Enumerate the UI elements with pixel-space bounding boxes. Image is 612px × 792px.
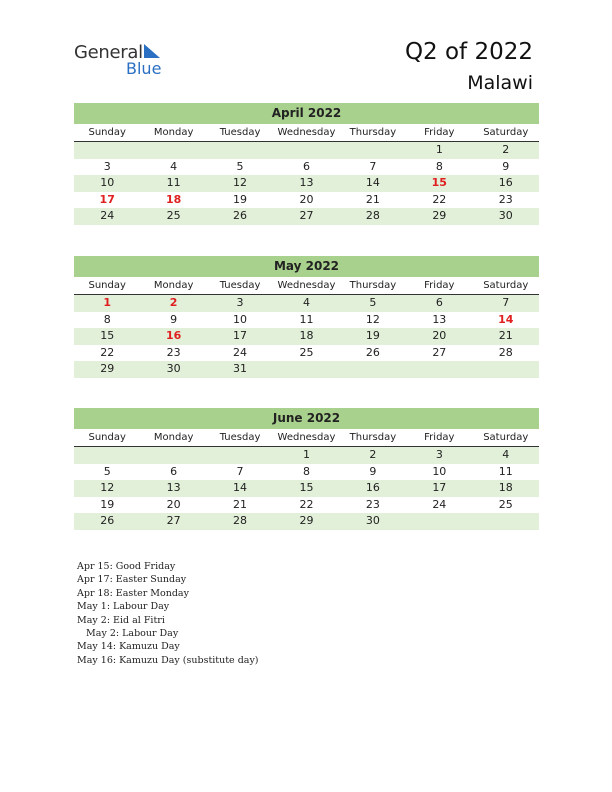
logo [74, 42, 184, 78]
day-cell: 6 [435, 296, 443, 309]
month-title: June 2022 [74, 408, 539, 429]
day-cell: 19 [233, 192, 248, 206]
day-cell: 11 [166, 176, 181, 190]
day-cell: 3 [435, 448, 443, 461]
weekday-label: Saturday [483, 280, 529, 291]
holiday-item: May 1: Labour Day [77, 601, 170, 613]
month-title: April 2022 [74, 103, 539, 124]
week-row [74, 208, 539, 225]
day-cell: 26 [100, 514, 115, 528]
month-june [74, 408, 539, 530]
day-cell: 7 [369, 159, 377, 173]
day-cell: 4 [502, 448, 510, 461]
day-cell: 14 [233, 481, 248, 495]
day-cell: 22 [100, 345, 115, 359]
day-cell [140, 447, 206, 464]
day-cell: 24 [233, 345, 248, 359]
day-cell: 22 [299, 497, 314, 511]
weekday-label: Tuesday [219, 432, 261, 443]
day-cell: 24 [432, 497, 447, 511]
day-cell: 8 [435, 159, 443, 173]
day-cell: 28 [233, 514, 248, 528]
week-row [74, 447, 539, 464]
weekday-label: Thursday [349, 280, 397, 291]
weekday-label: Sunday [88, 280, 126, 291]
day-cell: 7 [236, 464, 244, 478]
day-cell: 26 [233, 209, 248, 223]
day-cell [340, 361, 406, 378]
week-row [74, 192, 539, 209]
country-name: Malawi [467, 72, 533, 94]
day-cell: 27 [432, 345, 447, 359]
weekday-label: Monday [153, 280, 194, 291]
day-cell: 8 [103, 312, 111, 326]
holiday-list [77, 560, 259, 667]
day-cell: 12 [365, 312, 380, 326]
day-cell: 18 [299, 329, 314, 343]
week-row [74, 480, 539, 497]
day-cell: 4 [170, 159, 178, 173]
day-cell: 3 [236, 296, 244, 309]
week-row [74, 464, 539, 481]
day-cell: 24 [100, 209, 115, 223]
day-cell: 14 [498, 312, 514, 326]
day-cell: 6 [170, 464, 178, 478]
day-cell: 25 [498, 497, 513, 511]
day-cell: 13 [166, 481, 181, 495]
day-cell: 20 [432, 329, 447, 343]
logo-triangle-icon [140, 44, 164, 60]
day-cell [74, 447, 140, 464]
holiday-item: Apr 17: Easter Sunday [77, 574, 187, 586]
day-cell: 30 [498, 209, 513, 223]
day-cell: 28 [498, 345, 513, 359]
week-row [74, 159, 539, 176]
weekday-label: Wednesday [277, 127, 336, 138]
day-cell: 31 [233, 362, 248, 376]
weekday-label: Monday [153, 432, 194, 443]
day-cell: 29 [299, 514, 314, 528]
day-cell: 26 [365, 345, 380, 359]
day-cell: 9 [369, 464, 377, 478]
day-cell: 30 [166, 362, 181, 376]
day-cell: 20 [299, 192, 314, 206]
day-cell: 6 [302, 159, 310, 173]
day-cell: 21 [365, 192, 380, 206]
day-cell: 5 [103, 464, 111, 478]
day-cell: 23 [166, 345, 181, 359]
page-title: Q2 of 2022 [404, 39, 533, 65]
day-cell: 29 [432, 209, 447, 223]
day-cell: 15 [299, 481, 314, 495]
day-cell: 10 [233, 312, 248, 326]
day-cell: 28 [365, 209, 380, 223]
weekday-label: Friday [424, 280, 455, 291]
day-cell [340, 142, 406, 159]
weekday-label: Tuesday [219, 127, 261, 138]
day-cell: 15 [431, 176, 447, 190]
day-cell: 17 [233, 329, 248, 343]
weekday-label: Sunday [88, 432, 126, 443]
week-row [74, 295, 539, 312]
day-cell: 8 [302, 464, 310, 478]
week-row [74, 345, 539, 362]
day-cell [74, 142, 140, 159]
week-row [74, 513, 539, 530]
day-cell: 1 [103, 296, 112, 309]
day-cell [406, 361, 472, 378]
logo-blue-text: Blue [126, 59, 162, 78]
day-cell: 14 [365, 176, 380, 190]
day-cell: 2 [502, 143, 510, 156]
day-cell [473, 361, 539, 378]
weekday-header-row [74, 277, 539, 295]
day-cell [273, 361, 339, 378]
holiday-item: Apr 15: Good Friday [77, 561, 176, 572]
day-cell: 25 [299, 345, 314, 359]
week-row [74, 142, 539, 159]
day-cell: 3 [103, 159, 111, 173]
day-cell: 18 [165, 192, 182, 206]
week-row [74, 497, 539, 514]
weekday-label: Thursday [349, 127, 397, 138]
holiday-item: May 2: Eid al Fitri [77, 614, 165, 626]
weekday-header-row [74, 124, 539, 142]
day-cell: 11 [498, 464, 513, 478]
holiday-item: Apr 18: Easter Monday [77, 587, 189, 599]
day-cell: 27 [299, 209, 314, 223]
weekday-label: Thursday [349, 432, 397, 443]
day-cell: 17 [99, 192, 115, 206]
day-cell: 2 [169, 296, 178, 309]
day-cell: 22 [432, 192, 447, 206]
holiday-item: May 14: Kamuzu Day [77, 641, 180, 653]
day-cell: 25 [166, 209, 181, 223]
weekday-label: Tuesday [219, 280, 261, 291]
week-row [74, 328, 539, 345]
holiday-item: May 16: Kamuzu Day (substitute day) [77, 654, 259, 666]
day-cell: 21 [498, 329, 513, 343]
weekday-label: Friday [424, 127, 455, 138]
day-cell: 23 [498, 192, 513, 206]
day-cell: 9 [170, 312, 178, 326]
day-cell: 16 [365, 481, 380, 495]
weekday-label: Wednesday [277, 280, 336, 291]
logo-general-text: General [74, 42, 143, 63]
day-cell [207, 142, 273, 159]
weekday-label: Wednesday [277, 432, 336, 443]
day-cell: 11 [299, 312, 314, 326]
day-cell: 16 [165, 329, 182, 343]
day-cell: 1 [302, 448, 310, 461]
day-cell: 10 [432, 464, 447, 478]
weekday-header-row [74, 429, 539, 447]
day-cell [273, 142, 339, 159]
week-row [74, 312, 539, 329]
week-row [74, 175, 539, 192]
weekday-label: Sunday [88, 127, 126, 138]
week-row [74, 361, 539, 378]
weekday-label: Monday [153, 127, 194, 138]
day-cell: 15 [100, 329, 115, 343]
weekday-label: Saturday [483, 127, 529, 138]
weekday-label: Friday [424, 432, 455, 443]
day-cell: 23 [365, 497, 380, 511]
day-cell: 29 [100, 362, 115, 376]
month-april [74, 103, 539, 225]
day-cell: 19 [100, 497, 115, 511]
day-cell: 13 [432, 312, 447, 326]
holiday-item: May 2: Labour Day [77, 627, 179, 639]
day-cell [207, 447, 273, 464]
day-cell: 12 [100, 481, 115, 495]
day-cell: 30 [365, 514, 380, 528]
day-cell: 10 [100, 176, 115, 190]
day-cell: 5 [369, 296, 377, 309]
day-cell: 4 [302, 296, 310, 309]
day-cell: 13 [299, 176, 314, 190]
day-cell: 17 [432, 481, 447, 495]
day-cell: 9 [502, 159, 510, 173]
day-cell: 5 [236, 159, 244, 173]
day-cell [406, 513, 472, 530]
day-cell [473, 513, 539, 530]
day-cell: 1 [435, 143, 443, 156]
day-cell [140, 142, 206, 159]
day-cell: 18 [498, 481, 513, 495]
day-cell: 21 [233, 497, 248, 511]
day-cell: 27 [166, 514, 181, 528]
weekday-label: Saturday [483, 432, 529, 443]
day-cell: 2 [369, 448, 377, 461]
day-cell: 12 [233, 176, 248, 190]
month-may [74, 256, 539, 378]
month-title: May 2022 [74, 256, 539, 277]
day-cell: 20 [166, 497, 181, 511]
day-cell: 16 [498, 176, 513, 190]
day-cell: 19 [365, 329, 380, 343]
day-cell: 7 [502, 296, 510, 309]
